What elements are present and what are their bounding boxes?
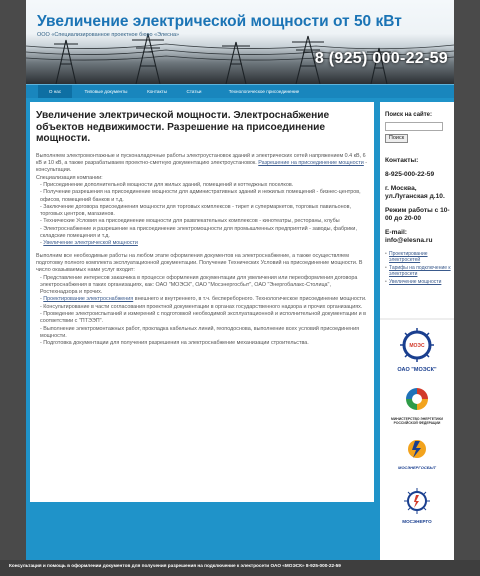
partner-mosenergo[interactable]	[380, 488, 454, 524]
header-phone: 8 (925) 000-22-59	[314, 50, 448, 67]
mosenergo-logo-icon	[404, 488, 430, 514]
partner-moesk[interactable]	[380, 328, 454, 373]
sidebar-links	[385, 251, 451, 285]
list-item: - Увеличение электрической мощности	[40, 240, 138, 247]
partner-caption: МИНИСТЕРСТВО ЭНЕРГЕТИКИ РОССИЙСКОЙ ФЕДЕРАЦИИ	[391, 417, 443, 425]
list-item: - Технические Условия на присоединение мощности для развлекательных комплексов - кинотеатры, рестораны, клубы	[40, 218, 340, 225]
search-button[interactable]: Поиск	[385, 134, 408, 143]
list-item	[385, 279, 451, 285]
partner-caption: МОСЭНЕРГОСБЫТ	[397, 465, 436, 470]
sidebar-link-design[interactable]: Проектирование электросетей	[389, 251, 428, 264]
specialization-title: Специализация компании:	[36, 174, 103, 181]
main-content	[30, 102, 374, 502]
contact-address: г. Москва, ул.Луганская д.10.	[385, 185, 445, 200]
svg-text:МОЭС: МОЭС	[409, 343, 425, 349]
list-item	[385, 251, 451, 264]
intro-suffix: - консультации.	[36, 160, 368, 174]
list-item	[385, 265, 451, 278]
partner-caption: ОАО "МОЭСК"	[397, 367, 437, 373]
nav-item-contacts[interactable]: Контакты	[147, 89, 167, 94]
list-item: - Представление интересов заказчика в процессе оформления документации для увеличения или переоформления договора электроснабжения в таких организациях, как: ОАО "МОЭСК", ОАО "Мосэнергосбыт", ОАО "Энергобалакс-Столица", Ростехнадзора и прочих.	[40, 274, 358, 296]
nav-item-connection[interactable]: Технологическое присоединение	[228, 89, 300, 94]
site-title: Увеличение электрической мощности от 50 кВт	[37, 13, 402, 30]
list-item: - Присоединение дополнительной мощности для жилых зданий, помещений и коттеджных поселков.	[40, 181, 294, 188]
list-item: - Консультирование в части согласования проектной документации в органах государственного надзора и прочих организациях.	[40, 303, 363, 310]
nav-item-about[interactable]: О нас	[38, 85, 72, 98]
list-item: - Проектирование электроснабжения внешнего и внутреннего, в т.ч. беспереборного. Технологическое присоединение мощности.	[40, 296, 367, 303]
main-nav	[26, 84, 454, 98]
contacts-title: Контакты:	[385, 157, 419, 164]
footer-text: Консультация и помощь в оформлении документов для получения разрешения на подключение к электросети ОАО «МОЭСК» 8-925-000-22-59	[9, 563, 341, 568]
search-input[interactable]	[385, 122, 443, 131]
list-item: - Заключение договора присоединения мощности для торговых комплексов - тирет и супермаркетов, торговых павильонов, торговых центров, магазинов.	[40, 203, 351, 218]
power-increase-link[interactable]: Увеличение электрической мощности	[43, 240, 138, 247]
contact-email: E-mail: info@elesna.ru	[385, 229, 433, 244]
mosenergosbyt-logo-icon	[405, 438, 429, 460]
site-footer	[0, 560, 480, 576]
partner-mosenergosbyt[interactable]	[380, 438, 454, 470]
contacts-block	[385, 157, 451, 245]
search-label: Поиск на сайте:	[385, 112, 433, 118]
contact-phone: 8-925-000-22-59	[385, 171, 435, 178]
list-item: - Электроснабжение и разрешение на присоединение электромощности для промышленных предприятий - заводы, фабрики, складские помещения и т.д.	[40, 225, 357, 240]
services-paragraph: Выполним все необходимые работы на любом этапе оформления документов на электроснабжение, а также осуществляем подготовку полного комплекта эксплуатационной документации. Получение Технических Условий на присоединение мощности. В число оказываемых нами услуг входит:	[36, 252, 363, 274]
page-title: Увеличение электрической мощности. Электроснабжение объектов недвижимости. Разрешение на присоединение мощности.	[36, 110, 330, 145]
specialization-list	[40, 182, 368, 248]
services-list	[40, 275, 368, 348]
partner-logos	[380, 318, 454, 558]
list-item: - Выполнение электромонтажных работ, прокладка кабельных линий, геоподосновa, выполнение всех условий присоединения мощности.	[40, 325, 360, 339]
permission-link[interactable]: Разрешение на присоединение мощности	[258, 160, 364, 167]
partner-caption: МОСЭНЕРГО	[402, 519, 432, 524]
contact-hours: Режим работы с 10-00 до 20-00	[385, 207, 450, 222]
moesk-logo-icon	[400, 328, 434, 362]
design-link[interactable]: Проектирование электроснабжения	[43, 296, 134, 303]
partner-minenergo[interactable]	[380, 386, 454, 425]
design-link-suffix: внешнего и внутреннего, в т.ч. беспереборного. Технологическое присоединение мощности.	[133, 296, 367, 303]
site-header	[26, 0, 454, 84]
sidebar-link-tariffs[interactable]: Тарифы на подключение к электросети	[389, 264, 451, 278]
nav-item-documents[interactable]: Типовые документы	[84, 89, 128, 94]
sidebar-link-power[interactable]: Увеличение мощности	[389, 278, 442, 285]
list-item: - Подготовка документации для получения разрешения на электроснабжение механизации строительства.	[40, 340, 309, 347]
intro-text: Выполняем электромонтажные и пусконаладочные работы электроустановок зданий и электрических сетей напряжением 0.4 кВ, 6 кВ и 10 кВ, а также разрабатываем проектно-сметную документацию электроустановок.	[36, 152, 366, 167]
list-item: - Проведение электроиспытаний и измерений с подготовкой необходимой эксплуатационной и исполнительной документации и в соответствии с "ПТЭЭП".	[40, 311, 367, 325]
minenergo-logo-icon	[404, 386, 430, 412]
intro-paragraph	[36, 153, 368, 175]
nav-item-articles[interactable]: Статьи	[186, 89, 202, 94]
list-item: - Получение разрешения на присоединение мощности для административных зданий и нежилых помещений - бизнес-центров, офисов, помещений банков и т.д.	[40, 189, 361, 203]
site-subtitle: ООО «Специализированное проектное бюро «Элесна»	[37, 32, 180, 38]
